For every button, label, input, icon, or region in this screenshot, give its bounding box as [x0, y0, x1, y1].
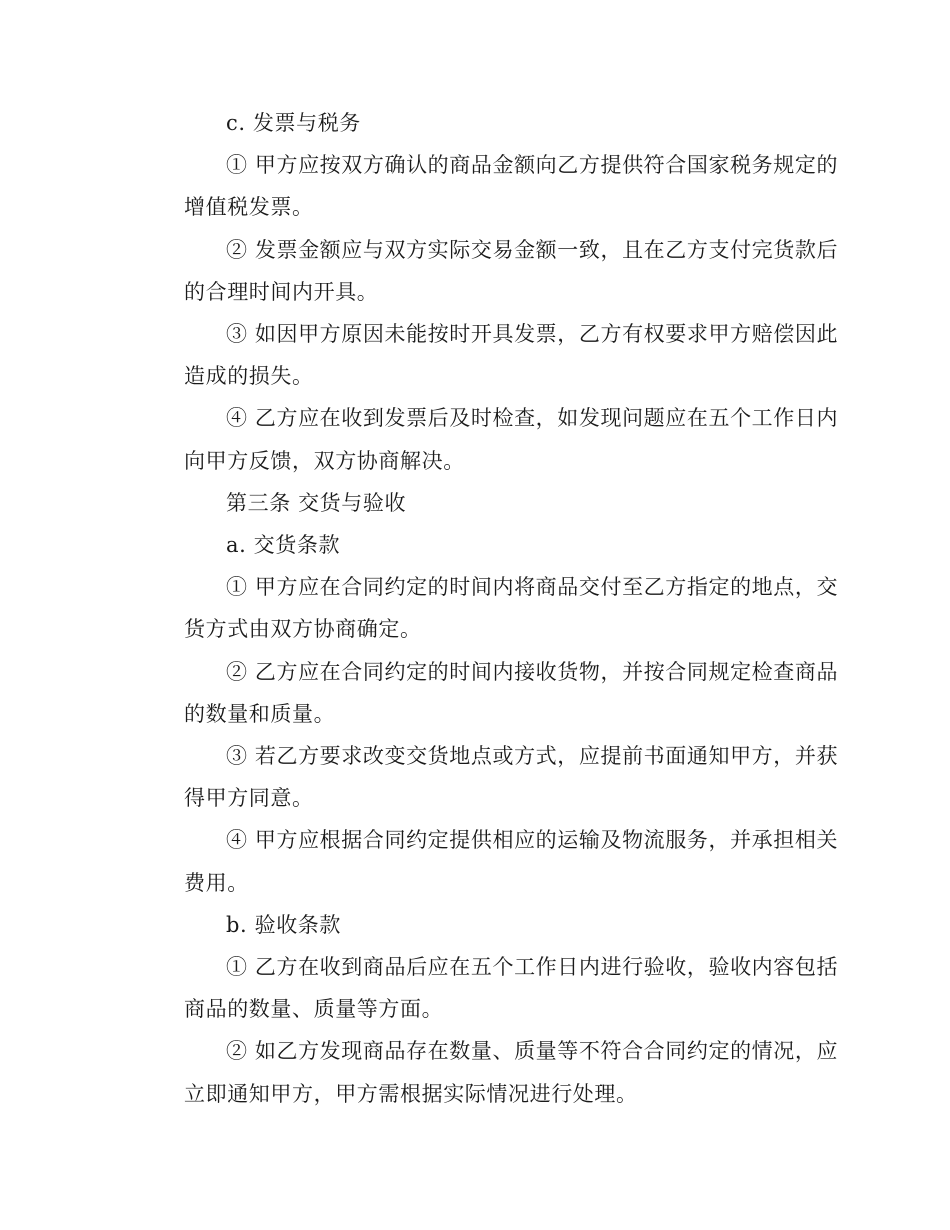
- clause-paragraph: [142, 819, 839, 903]
- text-line: ② 乙方应在合同约定的时间内接收货物，并按合同规定检查商品: [226, 659, 839, 684]
- section-heading-invoice-tax: [142, 102, 808, 144]
- clause-paragraph: [142, 735, 839, 819]
- article-heading: [142, 482, 808, 524]
- section-heading-delivery: [142, 524, 808, 566]
- clause-paragraph: [142, 144, 839, 228]
- text-line: c. 发票与税务: [226, 111, 361, 135]
- clause-paragraph: [142, 1030, 839, 1114]
- clause-paragraph: [142, 397, 839, 481]
- text-line: ② 发票金额应与双方实际交易金额一致，且在乙方支付完货款后: [226, 237, 839, 262]
- clause-paragraph: [142, 651, 839, 735]
- text-line: 向甲方反馈，双方协商解决。: [184, 448, 465, 473]
- text-line: 商品的数量、质量等方面。: [184, 997, 444, 1022]
- text-line: ① 乙方在收到商品后应在五个工作日内进行验收，验收内容包括: [226, 955, 839, 980]
- text-line: 得甲方同意。: [184, 786, 314, 811]
- text-line: ② 如乙方发现商品存在数量、质量等不符合合同约定的情况，应: [226, 1039, 839, 1064]
- text-line: ③ 如因甲方原因未能按时开具发票，乙方有权要求甲方赔偿因此: [226, 322, 839, 347]
- text-line: 费用。: [184, 870, 249, 895]
- clause-paragraph: [142, 229, 839, 313]
- clause-paragraph: [142, 946, 839, 1030]
- text-line: ③ 若乙方要求改变交货地点或方式，应提前书面通知甲方，并获: [226, 744, 839, 769]
- text-line: 造成的损失。: [184, 364, 314, 389]
- text-line: ④ 乙方应在收到发票后及时检查，如发现问题应在五个工作日内: [226, 406, 839, 431]
- clause-paragraph: [142, 313, 839, 397]
- contract-text: [142, 102, 839, 1115]
- section-heading-acceptance: [142, 904, 808, 946]
- text-line: 的数量和质量。: [184, 701, 336, 726]
- text-line: 立即通知甲方，甲方需根据实际情况进行处理。: [184, 1081, 638, 1106]
- clause-paragraph: [142, 566, 839, 650]
- text-line: 的合理时间内开具。: [184, 279, 379, 304]
- text-line: ④ 甲方应根据合同约定提供相应的运输及物流服务，并承担相关: [226, 828, 839, 853]
- text-line: ① 甲方应按双方确认的商品金额向乙方提供符合国家税务规定的: [226, 153, 839, 178]
- text-line: 第三条 交货与验收: [226, 490, 407, 515]
- text-line: 货方式由双方协商确定。: [184, 617, 422, 642]
- text-line: ① 甲方应在合同约定的时间内将商品交付至乙方指定的地点，交: [226, 575, 839, 600]
- text-line: b. 验收条款: [226, 912, 341, 937]
- text-line: a. 交货条款: [226, 533, 341, 558]
- text-line: 增值税发票。: [184, 195, 314, 220]
